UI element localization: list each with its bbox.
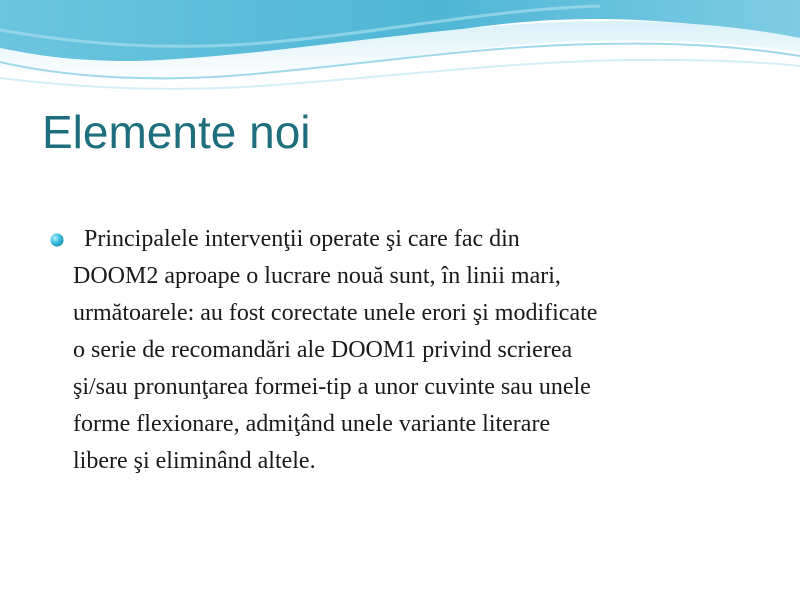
decorative-wave-header <box>0 0 800 95</box>
slide-title: Elemente noi <box>42 106 311 158</box>
bullet-paragraph <box>73 221 763 480</box>
paragraph-line: forme flexionare, admiţând unele variante literare <box>73 411 551 437</box>
paragraph-line: şi/sau pronunţarea formei-tip a unor cuvinte sau unele <box>73 374 591 400</box>
paragraph-line: DOOM2 aproape o lucrare nouă sunt, în linii mari, <box>73 263 561 289</box>
paragraph-line: libere şi eliminând altele. <box>73 448 316 474</box>
paragraph-line: o serie de recomandări ale DOOM1 privind scrierea <box>73 337 573 363</box>
round-bullet-icon <box>50 233 64 247</box>
paragraph-line: următoarele: au fost corectate unele erori şi modificate <box>73 300 598 326</box>
paragraph-line: Principalele intervenţii operate şi care fac din <box>84 226 520 252</box>
